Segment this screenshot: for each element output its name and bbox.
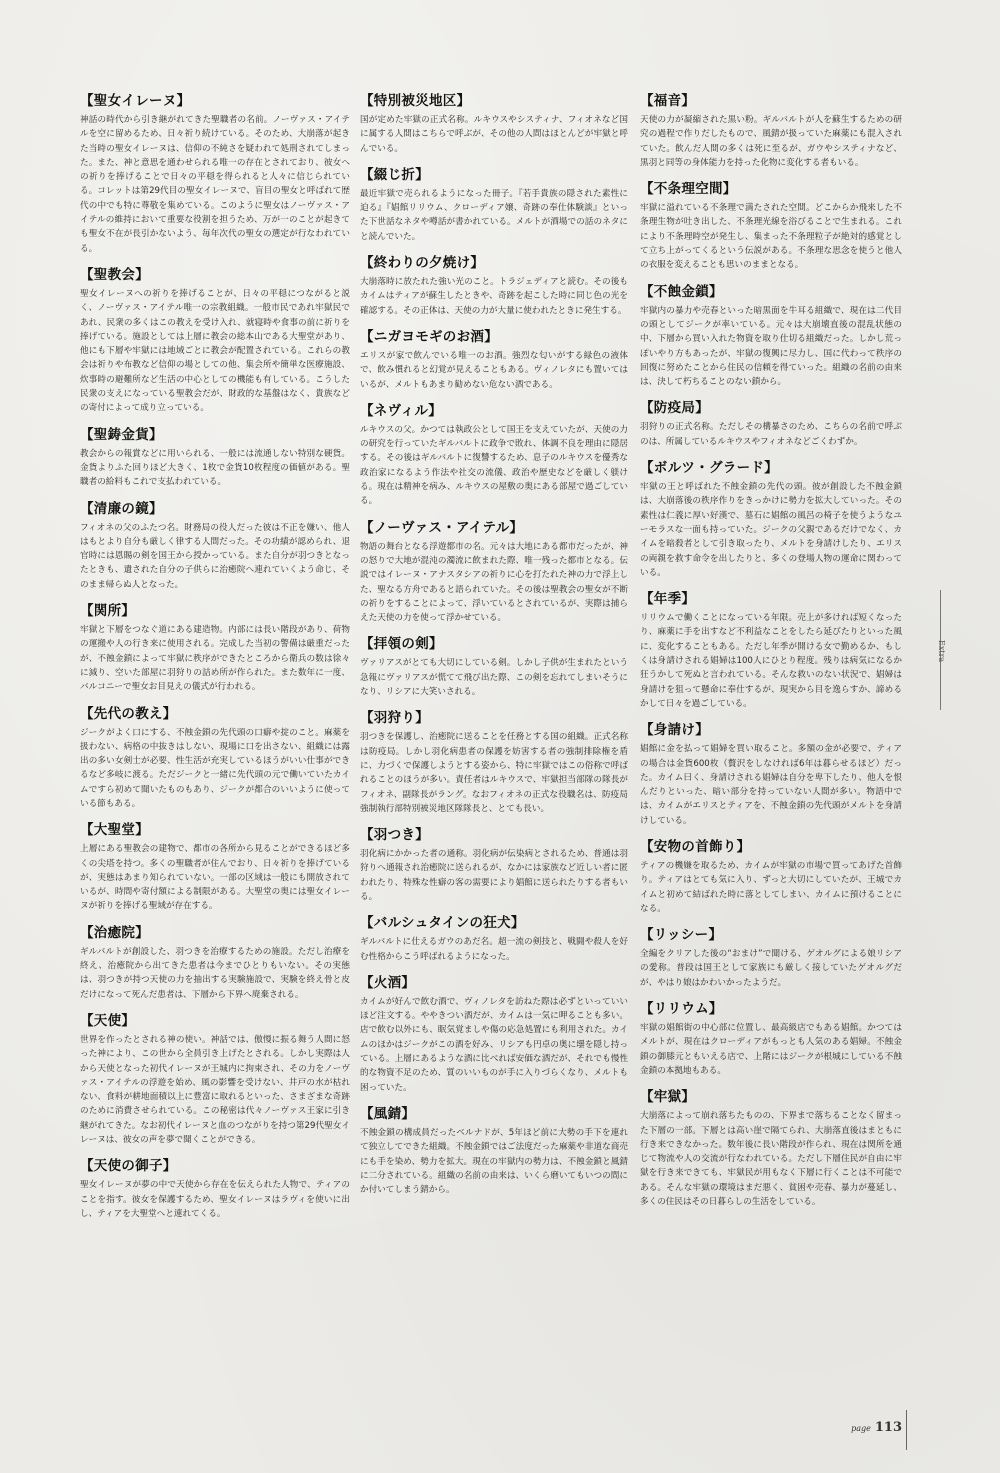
page-prefix: page [851,1424,871,1433]
glossary-term: 【終わりの夕焼け】 [360,255,485,272]
glossary-entry [360,254,628,318]
side-section-label: Extra [937,640,946,663]
glossary-entry [80,821,350,913]
page-number-rule [906,1410,907,1450]
glossary-entry [80,1157,350,1221]
glossary-term: 【不蝕金鎖】 [640,283,723,300]
glossary-term: 【不条理空間】 [640,181,737,198]
glossary-entry [640,1088,902,1209]
side-tab-rule [940,590,1000,710]
glossary-description: 牢獄の王と呼ばれた不蝕金鎖の先代の頭。彼が創設した不蝕金鎖は、大崩落後の秩序作りをきっかけに勢力を拡大していった。その素性は仁義に厚い好漢で、墓石に娼館の風呂の椅子を使うようなユーモラスな一面も持っていた。ジークの父親であるだけでなく、カイムを暗殺者として引き取ったり、メルトを身請けしたり、エリスの両親を救す命令を出したりと、多くの登場人物の運命に関わっている。 [640,482,902,578]
glossary-term: 【バルシュタインの狂犬】 [360,915,525,932]
glossary-term: 【天使】 [80,1012,136,1029]
glossary-term: 【年季】 [640,591,696,608]
page-number [851,1420,902,1435]
glossary-entry [360,328,628,392]
glossary-entry [80,1012,350,1147]
glossary-entry [80,602,350,694]
glossary-entry [80,705,350,812]
glossary-entry [360,1105,628,1197]
glossary-entry [80,426,350,490]
glossary-description: 牢獄と下層をつなぐ道にある建造物。内部には長い階段があり、荷物の運搬や人の行き来に使用される。完成した当初の警備は厳重だったが、不蝕金鎖によって牢獄に秩序ができたところから衛兵の数は徐々に減り、空いた部屋に羽狩りの詰め所が作られた。また数年に一度、バルコニーで聖女お目見えの儀式が行われる。 [80,625,350,693]
glossary-entry [360,519,628,626]
glossary-description: 牢獄の娼館街の中心部に位置し、最高級店でもある娼館。かつてはメルトが、現在はクローディアがもっとも人気のある娼婦。不蝕金鎖の御膝元ともいえる店で、上階にはジークが根城にしている不蝕金鎖の本拠地もある。 [640,1023,902,1076]
glossary-description: 全編をクリアした後の“おまけ”で聞ける、ゲオルグによる娘リシアの愛称。普段は国王として家族にも厳しく接していたゲオルグだが、やはり娘はかわいかったようだ。 [640,949,902,988]
glossary-description: 最近牢獄で売られるようになった冊子。『若手貴族の隠された素性に迫る』『娼館リリウム、クローディア嬢、奇跡の奉仕体験談』といった下世話なネタや噂話が書かれている。メルトが酒場での話のネタにと読んでいた。 [360,188,628,242]
glossary-entry [360,635,628,699]
glossary-description: 牢獄に溢れている不条理で満たされた空間。どこからか飛来した不条理生物が吐き出した、不条理光線を浴びることで生まれる。これにより不条理時空が発生し、集まった不条理粒子が絶対的感覚として立ち上がってくるという伝説がある。不条理な思念を使うと他人の衣服を変えることも思いのままとなる。 [640,203,902,271]
glossary-term: 【身請け】 [640,722,709,739]
glossary-entry [640,1000,902,1078]
glossary-term: 【防疫局】 [640,400,709,417]
glossary-description: エリスが家で飲んでいる唯一のお酒。強烈な匂いがする緑色の液体で、飲み慣れると幻覚が見えることもある。ヴィノレタにも置いてはいるが、メルトもあまり勧めない危ない酒である。 [360,350,628,390]
glossary-term: 【綴じ折】 [360,166,429,183]
glossary-term: 【関所】 [80,603,136,620]
glossary-description: 羽狩りの正式名称。ただしその構暴さのため、こちらの名前で呼ぶのは、所属しているルキウスやフィオネなどごくわずか。 [640,422,902,447]
glossary-entry [640,926,902,990]
glossary-column-2 [360,92,628,1362]
glossary-description: 教会からの報賞などに用いられる、一般には流通しない特別な硬貨。金貨よりふた回りほど大きく、1枚で金貨10枚程度の価値がある。聖職者の給料もこれで支払われている。 [80,448,350,488]
glossary-entry [360,826,628,904]
glossary-term: 【大聖堂】 [80,822,149,839]
glossary-entry [640,838,902,916]
glossary-term: 【羽狩り】 [360,710,429,727]
glossary-description: 聖女イレーヌが夢の中で天使から存在を伝えられた人物で、ティアのことを指す。彼女を保護するため、聖女イレーヌはラヴィを使いに出し、ティアを大聖堂へと連れてくる。 [80,1180,350,1219]
glossary-term: 【ボルツ・グラード】 [640,460,778,477]
glossary-term: 【ノーヴァス・アイテル】 [360,519,524,536]
glossary-description: 上層にある聖教会の建物で、都市の各所から見ることができるほど多くの尖塔を持つ。多くの聖職者が住んでおり、日々祈りを捧げているが、実態はあまり知られていない。一部の区域は一般にも開放されているが、時間や寄付額による制限がある。大聖堂の奥には聖女イレーヌが祈りを捧げる聖域が存在する。 [80,844,350,912]
glossary-description: ギルバルトが創設した、羽つきを治療するための施設。ただし治療を終え、治癒院から出てきた患者は今までひとりもいない。その実態は、羽つきが持つ天使の力を抽出する実験施設で、実験を終え骨と皮だけになって死んだ患者は、下層から下界へ廃棄される。 [80,946,350,1000]
glossary-description: 羽つきを保護し、治癒院に送ることを任務とする国の組織。正式名称は防疫局。しかし羽化病患者の保護を妨害する者の強制排除権を盾に、力づくで保護しようとする姿から、特に牢獄ではこの俗称で呼ばれることのほうが多い。責任者はルキウスで、牢獄担当部隊の隊長がフィオネ、副隊長がラング。なおフィオネの正式な役職名は、防疫局強制執行部特別被災地区隊隊長と、とても長い。 [360,732,628,814]
glossary-description: 物語の舞台となる浮遊都市の名。元々は大地にある都市だったが、神の怒りで大地が混沌の濁流に飲まれた際、唯一残った都市となる。伝説ではイレーヌ・アナスタシアの祈りに心を打たれた神の力で浮上した、聖なる方舟であると語られていた。その後は聖教会の聖女が不断の祈りをすることによって、浮いているとされているが、実際は捕らえた天使の力を使って浮かせている。 [360,541,628,624]
glossary-term: 【火酒】 [360,974,416,991]
glossary-term: 【清廉の鏡】 [80,500,163,517]
glossary-description: 神話の時代から引き継がれてきた聖職者の名前。ノーヴァス・アイテルを空に留めるため、日々祈り続けている。そのため、大崩落が起きた当時の聖女イレーヌは、信仰の不純さを疑われて処刑されてしまった。また、神と意思を通わせられる唯一の存在とされており、彼女への祈りを捧げることで日々の平穏を得られると人々に信じられている。コレットは第29代目の聖女イレーヌで、盲目の聖女と呼ばれて歴代の中でも特に尊敬を集めている。このように聖女はノーヴァス・アイテルの維持において重要な役割を担うため、万が一のことが起きても聖女不在が長引かないよう、毎年次代の聖女の選定が行なわれている。 [80,115,350,254]
glossary-description: リリウムで働くことになっている年限。売上が多ければ短くなったり、麻薬に手を出すなど不利益なことをしたら延びたりといった風に、変化することもある。ただし年季が開ける女で勤めるか、もしくは身請けされる娼婦は100人にひとり程度。残りは病気になるか狂うかして死ぬと言われている。そんな救いのない状況で、娼婦は身請けを狙って懸命に奉仕するが、現実から目を逸らすか、諦めるかして日々を過ごしている。 [640,613,902,709]
glossary-term: 【福音】 [640,93,696,109]
glossary-term: 【聖女イレーヌ】 [80,93,191,109]
glossary-term: 【安物の首飾り】 [640,838,751,855]
glossary-description: 大崩落時に放たれた強い光のこと。トラジェディアと読む。その後もカイムはティアが蘇生したときや、奇跡を起こした時に同じ色の光を確認する。その正体は、天使の力が大量に使われたときに発生する。 [360,277,628,316]
glossary-description: 大崩落によって崩れ落ちたものの、下界まで落ちることなく留まった下層の一部。下層とは高い崖で隔てられ、大崩落直後はまともに行き来できなかった。数年後に長い階段が作られ、現在は関所を通じて物流や人の交流が行なわれている。ただし下層住民が自由に牢獄を行き来できても、牢獄民が用もなく下層に行くことは不可能である。そんな牢獄の環境はまだ悪く、貧困や売春、暴力が蔓延し、多くの住民はその日暮らしの生活をしている。 [640,1111,902,1208]
glossary-column-3 [640,92,902,1362]
glossary-description: フィオネの父のふたつ名。財務局の役人だった彼は不正を嫌い、他人はもとより自分も厳しく律する人間だった。その功績が認められ、退官時には恩賜の剣を国王から授かっている。また自分が羽つきとなったときも、遺された自分の子供らに治癒院へ連れていくよう命じ、そのまま帰らぬ人となった。 [80,522,350,590]
glossary-term: 【先代の教え】 [80,705,177,722]
glossary-entry [640,721,902,828]
glossary-description: 聖女イレーヌへの祈りを捧げることが、日々の平穏につながると説く、ノーヴァス・アイテル唯一の宗教組織。一般市民であれ牢獄民であれ、民衆の多くはこの教えを受け入れ、就寝時や食事の前に祈りを捧げている。施設としては上層に教会の総本山である大聖堂があり、他にも下層や牢獄には地域ごとに教会が配置されている。これらの教会は祈りや布教など信仰の場としての他、集会所や簡単な医療施設、炊事時の避難所など生活の中心としての機能も有している。こうした民衆の支えになっている聖教会だが、財政的な基盤はなく、貴族などの寄付によって成り立っている。 [80,288,350,414]
glossary-entry [640,399,902,449]
glossary-term: 【拝領の剣】 [360,636,443,653]
glossary-term: 【聖教会】 [80,266,149,283]
glossary-description: 牢獄内の暴力や売春といった暗黒面を牛耳る組織で、現在は二代目の頭としてジークが率いている。元々は大崩壊直後の混乱状態の中、下層から買い入れた物資を取り仕切る組織だった。しかし荒っぽいやり方もあったが、牢獄の復興に尽力し、国に代わって秩序の回復に努めたことから住民の信頼を得ていった。組織の名前の由来は、決して朽ちることのない鎖から。 [640,305,902,388]
glossary-term: 【羽つき】 [360,827,429,844]
glossary-term: 【牢獄】 [640,1089,696,1106]
glossary-description: 国が定めた牢獄の正式名称。ルキウスやシスティナ、フィオネなど国に属する人間はこちらで呼ぶが、その他の人間はほとんどが牢獄と呼んでいる。 [360,115,628,154]
glossary-entry [360,709,628,816]
glossary-entry [80,266,350,416]
glossary-term: 【風錆】 [360,1105,416,1122]
glossary-term: 【リリウム】 [640,1001,723,1018]
glossary-description: ルキウスの父。かつては執政公として国王を支えていたが、天使の力の研究を行っていたギルバルトに政争で敗れ、体調不良を理由に隠居する。その後はギルバルトに復讐するため、息子のルキウスを優秀な政治家になるよう作法や社交の流儀、政治や歴史などを厳しく躾ける。現在は精神を病み、ルキウスの屋敷の奥にある部屋で過ごしている。 [360,424,628,507]
glossary-entry [640,283,902,390]
glossary-description: 羽化病にかかった者の通称。羽化病が伝染病とされるため、普通は羽狩りへ通報され治癒院に送られるが、なかには家族など近しい者に匿われたり、特殊な性癖の客の需要により娼館に送られたりする者もいる。 [360,849,628,902]
glossary-column-1 [80,92,350,1362]
page-number-value: 113 [874,1420,902,1435]
glossary-entry [640,92,902,170]
glossary-description: ティアの機嫌を取るため、カイムが牢獄の市場で買ってあげた首飾り。ティアはとても気に入り、ずっと大切にしていたが、王城でカイムと初めて結ばれた時に落としてしまい、カイムに預けることになる。 [640,860,902,914]
glossary-term: 【特別被災地区】 [360,93,471,109]
glossary-description: 天使の力が凝縮された黒い粉。ギルバルトが人を蘇生するための研究の過程で作りだしたもので、風錆が扱っていた麻薬にも混入されていた。飲んだ人間の多くは死に至るが、ガウやシスティナなど、黒羽と同等の身体能力を持った化物に変化する者もいる。 [640,115,902,168]
glossary-description: ヴァリアスがとても大切にしている剣。しかし子供が生まれたという急報にヴァリアスが慌てて飛び出た際、この剣を忘れてしまいそうになり、リシアに大笑いされる。 [360,658,628,698]
glossary-term: 【治癒院】 [80,924,149,941]
glossary-entry [640,459,902,580]
glossary-description: 世界を作ったとされる神の使い。神話では、傲慢に振る舞う人間に怒った神により、この世から全員引き上げたとされる。しかし実際は人から天使となった初代イレーヌが王城内に拘束され、その力をノーヴァス・アイテルの浮遊を始め、風の影響を受けない、井戸の水が枯れない、食料が耕地面積以上に豊富に取れるといった、さまざまな奇跡のために消費させられている。この秘密は代々ノーヴァス王家に引き継がれてきた。なお初代イレーヌと血のつながりを持つ第29代聖女イレーヌは、彼女の声を夢で聞くことができる。 [80,1034,350,1146]
glossary-term: 【天使の御子】 [80,1158,177,1175]
glossary-entry [360,92,628,156]
glossary-entry [80,92,350,256]
glossary-entry [80,500,350,592]
glossary-description: カイムが好んで飲む酒で、ヴィノレタを訪ねた際は必ずといっていいほど注文する。ややきつい酒だが、カイムは一気に呷ることも多い。店で飲む以外にも、眠気覚ましや傷の応急処置にも利用された。カイムのほかはジークがこの酒を好み、リシアも円卓の奥に壜を隠し持っている。上層にあるような酒に比べれば安価な酒だが、それでも慢性的な物資不足のため、質のいいものが手に入りづらくなり、メルトも困っていた。 [360,996,628,1093]
glossary-description: 娼館に金を払って娼婦を買い取ること。多額の金が必要で、ティアの場合は金貨600枚（贅沢をしなければ6年は暮らせるほど）だった。カイム曰く、身請けされる娼婦は自分を卑下したり、他人を恨んだりといった、暗い部分を持っていない人間が多い。物語中では、カイムがエリスとティアを、不蝕金鎖の先代頭がメルトを身請けしている。 [640,744,902,826]
glossary-entry [360,166,628,244]
glossary-description: 不蝕金鎖の構成員だったベルナドが、5年ほど前に大勢の手下を連れて独立してできた組織。不蝕金鎖ではご法度だった麻薬や非道な商売にも手を染め、勢力を拡大。現在の牢獄内の勢力は、不蝕金鎖と風錆に二分されている。組織の名前の由来は、いくら磨いてもいつの間にか付いてしまう錆から。 [360,1127,628,1196]
glossary-description: ギルバルトに仕えるガウのあだ名。超一流の剣技と、戦闘や殺人を好む性格からこう呼ばれるようになった。 [360,937,628,962]
glossary-entry [640,590,902,711]
glossary-entry [360,974,628,1095]
glossary-term: 【リッシー】 [640,927,723,944]
glossary-description: ジークがよく口にする、不蝕金鎖の先代頭の口癖や掟のこと。麻薬を扱わない、病格の中抜きはしない、現場に口を出さない、組織には露出の多い女剣士が必要、性生活が充実しているほうがいい仕事ができるなど多岐に渡る。ただジークと一緒に先代頭の元で働いていたカイムですら初めて聞いたものもあり、ジークが都合のいいように使っている節もある。 [80,727,350,809]
glossary-entry [360,402,628,509]
glossary-term: 【聖鋳金貨】 [80,426,163,443]
glossary-entry [640,180,902,272]
glossary-term: 【ニガヨモギのお酒】 [360,328,498,345]
glossary-term: 【ネヴィル】 [360,402,442,419]
glossary-entry [360,914,628,964]
glossary-entry [80,924,350,1002]
